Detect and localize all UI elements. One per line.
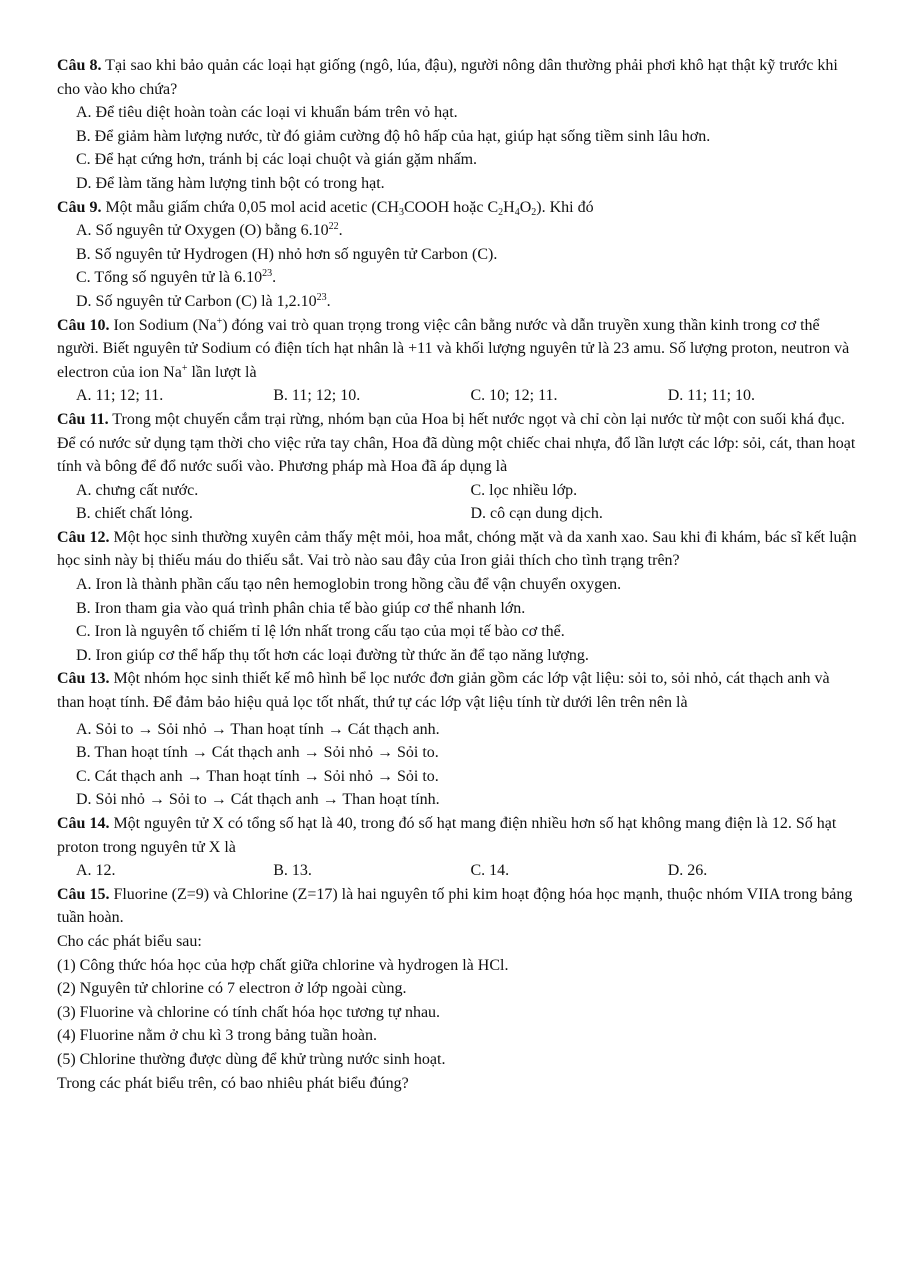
question-label: Câu 9. — [57, 198, 102, 216]
option-d — [57, 290, 865, 314]
option-b: B. Để giảm hàm lượng nước, từ đó giảm cường độ hô hấp của hạt, giúp hạt sống tiềm sinh lâu hơn. — [76, 127, 711, 145]
question-label: Câu 13. — [57, 670, 110, 688]
question-stem — [57, 314, 857, 385]
question-9 — [57, 196, 865, 314]
question-stem — [57, 408, 857, 479]
option-a: A. 11; 12; 11. — [76, 387, 164, 405]
option-b: B. Iron tham gia vào quá trình phân chia tế bào giúp cơ thể nhanh lớn. — [76, 599, 526, 617]
stem-text: lần lượt là — [187, 363, 257, 381]
question-label: Câu 10. — [57, 316, 110, 334]
question-stem — [57, 667, 857, 714]
stem-text: Một mẫu giấm chứa 0,05 mol acid acetic (CH — [101, 198, 399, 216]
option-text: C. Tổng số nguyên tử là 6.10 — [76, 269, 263, 287]
stem-text: Fluorine (Z=9) và Chlorine (Z=17) là hai nguyên tố phi kim hoạt động hóa học mạnh, thuộc nhóm VIIA trong bảng tuần hoàn. — [57, 885, 853, 927]
option-c: C. lọc nhiều lớp. — [470, 481, 578, 499]
question-13 — [57, 667, 865, 812]
question-label: Câu 14. — [57, 815, 110, 832]
question-label: Câu 15. — [57, 885, 110, 903]
option-d: D. Để làm tăng hàm lượng tinh bột có trong hạt. — [76, 174, 385, 192]
question-14 — [57, 812, 865, 883]
question-10 — [57, 314, 865, 408]
options-row — [57, 502, 865, 526]
stem-text: Một học sinh thường xuyên cảm thấy mệt mỏi, hoa mắt, chóng mặt và da xanh xao. Sau khi đi khám, bác sĩ kết luận học sinh này bị thiếu máu do thiếu sắt. Vai trò nào sau đây của Iron giải thích cho tình trạng trên? — [57, 528, 857, 570]
option-tail: . — [338, 222, 343, 240]
option-tail: . — [326, 292, 331, 310]
question-label: Câu 12. — [57, 528, 110, 546]
final-question: Trong các phát biểu trên, có bao nhiêu phát biểu đúng? — [57, 1074, 409, 1092]
statement-4: (4) Fluorine nằm ở chu kì 3 trong bảng tuần hoàn. — [57, 1027, 377, 1045]
question-8 — [57, 54, 865, 196]
option-d: D. 11; 11; 10. — [667, 387, 756, 405]
option-c: C. Để hạt cứng hơn, tránh bị các loại chuột và gián gặm nhấm. — [76, 151, 478, 169]
question-stem — [57, 812, 857, 859]
stem-text: ). Khi đó — [536, 198, 594, 216]
statement-2: (2) Nguyên tử chlorine có 7 electron ở lớp ngoài cùng. — [57, 980, 407, 998]
option-d: D. cô cạn dung dịch. — [470, 505, 603, 523]
options-row — [57, 384, 865, 408]
statement-5: (5) Chlorine thường được dùng để khử trùng nước sinh hoạt. — [57, 1050, 446, 1068]
statement-1: (1) Công thức hóa học của hợp chất giữa chlorine và hydrogen là HCl. — [57, 956, 509, 974]
question-stem — [57, 196, 857, 220]
option-text: B. Số nguyên tử Hydrogen (H) nhỏ hơn số nguyên tử Carbon (C). — [76, 245, 498, 263]
stem-text: Một nhóm học sinh thiết kế mô hình bể lọc nước đơn giản gồm các lớp vật liệu: sỏi to, sỏi nhỏ, cát thạch anh và than hoạt tính. Để đảm bảo hiệu quả lọc tốt nhất, thứ tự các lớp vật liệu tính từ dưới lên trên nên là — [57, 670, 830, 712]
option-a: A. 12. — [76, 862, 116, 880]
stem-text: ) đóng vai trò quan trọng trong việc cân bằng nước và dẫn truyền xung thần kinh trong cơ thể người. Biết nguyên tử Sodium có điện tích hạt nhân là +11 và khối lượng nguyên tử là 23 amu. Số lượng proton, neutron và electron của ion Na — [57, 316, 850, 381]
superscript: 22 — [328, 221, 339, 233]
stem-text: COOH hoặc C — [403, 198, 499, 216]
option-d: D. Iron giúp cơ thể hấp thụ tốt hơn các loại đường từ thức ăn để tạo năng lượng. — [76, 646, 589, 664]
option-d: D. Sỏi nhỏ → Sỏi to → Cát thạch anh → Than hoạt tính. — [76, 791, 440, 809]
option-tail: . — [272, 269, 277, 287]
option-d: D. 26. — [667, 862, 708, 880]
stem-text: Một nguyên tử X có tổng số hạt là 40, trong đó số hạt mang điện nhiều hơn số hạt không mang điện là 12. Số hạt proton trong nguyên tử X là — [57, 815, 837, 856]
option-c: C. 14. — [470, 862, 510, 880]
stem-text: Tại sao khi bảo quản các loại hạt giống (ngô, lúa, đậu), người nông dân thường phải phơi khô hạt thật kỹ trước khi cho vào kho chứa? — [57, 57, 838, 98]
option-a: A. chưng cất nước. — [76, 481, 199, 499]
stem-text: Ion Sodium (Na — [109, 316, 217, 334]
option-b: B. 11; 12; 10. — [273, 387, 361, 405]
option-b — [57, 243, 865, 267]
option-a: A. Iron là thành phần cấu tạo nên hemoglobin trong hồng cầu để vận chuyển oxygen. — [76, 576, 622, 594]
statement-3: (3) Fluorine và chlorine có tính chất hóa học tương tự nhau. — [57, 1003, 441, 1021]
option-b: B. Than hoạt tính → Cát thạch anh → Sỏi nhỏ → Sỏi to. — [76, 744, 439, 762]
superscript: 23 — [316, 291, 327, 303]
superscript: + — [181, 362, 188, 374]
question-12 — [57, 526, 865, 668]
option-a: A. Để tiêu diệt hoàn toàn các loại vi khuẩn bám trên vỏ hạt. — [76, 104, 458, 122]
option-c: C. Iron là nguyên tố chiếm tỉ lệ lớn nhất trong cấu tạo của mọi tế bào cơ thể. — [76, 623, 565, 641]
stem-text: O — [519, 198, 532, 216]
option-b: B. chiết chất lỏng. — [76, 505, 193, 523]
stem-text: Trong một chuyến cắm trại rừng, nhóm bạn của Hoa bị hết nước ngọt và chỉ còn lại nước từ một con suối khá đục. Để có nước sử dụng tạm thời cho việc rửa tay chân, Hoa đã dùng một chiếc chai nhựa, đổ lần lượt các lớp: sỏi, cát, than hoạt tính và bông để đổ nước suối vào. Phương pháp mà Hoa đã áp dụng là — [57, 410, 856, 476]
options-row — [57, 859, 865, 883]
subscript: 2 — [498, 206, 504, 218]
question-label: Câu 11. — [57, 410, 109, 428]
superscript: + — [216, 315, 223, 327]
option-text: D. Số nguyên tử Carbon (C) là 1,2.10 — [76, 292, 317, 310]
superscript: 23 — [262, 268, 273, 280]
stem-text: H — [503, 198, 515, 216]
subscript: 4 — [514, 206, 520, 218]
statements-intro: Cho các phát biểu sau: — [57, 932, 202, 950]
option-text: A. Số nguyên tử Oxygen (O) bằng 6.10 — [76, 222, 329, 240]
subscript: 2 — [531, 206, 537, 218]
option-c: C. 10; 12; 11. — [470, 387, 558, 405]
question-11 — [57, 408, 865, 526]
subscript: 3 — [398, 206, 404, 218]
options-row — [57, 479, 865, 503]
option-c — [57, 266, 865, 290]
question-label: Câu 8. — [57, 57, 102, 74]
option-b: B. 13. — [273, 862, 312, 880]
option-c: C. Cát thạch anh → Than hoạt tính → Sỏi nhỏ → Sỏi to. — [76, 767, 439, 785]
option-a — [57, 219, 865, 243]
question-stem — [57, 54, 857, 101]
question-15 — [57, 883, 865, 1095]
question-stem — [57, 883, 857, 930]
question-stem — [57, 526, 857, 573]
option-a: A. Sỏi to → Sỏi nhỏ → Than hoạt tính → Cát thạch anh. — [76, 720, 440, 738]
